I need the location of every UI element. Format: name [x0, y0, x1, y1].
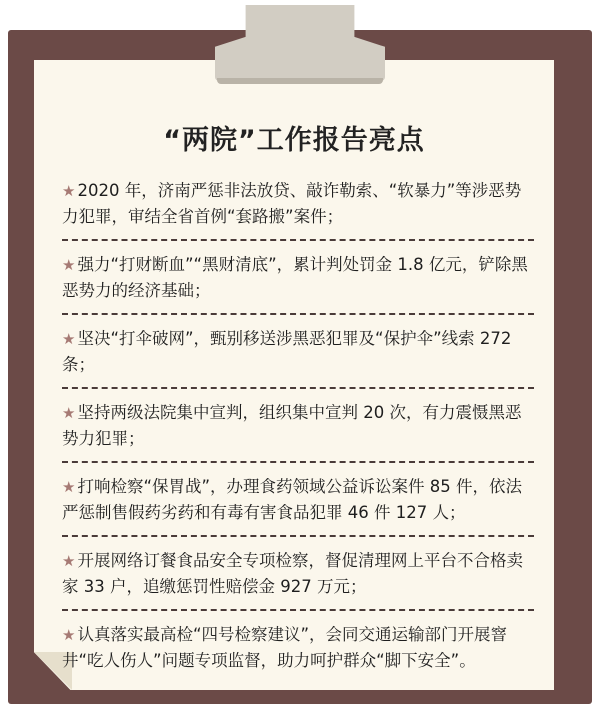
star-icon: ★ [62, 478, 76, 496]
star-icon: ★ [62, 256, 76, 274]
list-item-text: 坚决“打伞破网”，甄别移送涉黑恶犯罪及“保护伞”线索 272 条； [62, 329, 512, 374]
list-item [62, 474, 534, 537]
list-item-text: 坚持两级法院集中宣判，组织集中宣判 20 次，有力震慑黑恶势力犯罪； [62, 403, 522, 448]
list-item [62, 400, 534, 463]
list-item [62, 622, 534, 683]
list-item [62, 548, 534, 611]
list-item-text: 开展网络订餐食品安全专项检察，督促清理网上平台不合格卖家 33 户，追缴惩罚性赔偿金 927 万元； [62, 551, 523, 596]
clipboard-clip [215, 5, 385, 81]
star-icon: ★ [62, 626, 76, 644]
star-icon: ★ [62, 552, 76, 570]
star-icon: ★ [62, 404, 76, 422]
star-icon: ★ [62, 182, 76, 200]
list-item-text: 认真落实最高检“四号检察建议”，会同交通运输部门开展窨井“吃人伤人”问题专项监督，助力呵护群众“脚下安全”。 [62, 625, 508, 670]
list-item-text: 强力“打财断血”“黑财清底”，累计判处罚金 1.8 亿元，铲除黑恶势力的经济基础； [62, 255, 528, 300]
star-icon: ★ [62, 330, 76, 348]
clipboard-clip-base [217, 78, 383, 84]
page-title: “两院”工作报告亮点 [163, 125, 425, 156]
list-item-text: 2020 年，济南严惩非法放贷、敲诈勒索、“软暴力”等涉恶势力犯罪，审结全省首例“套路搬”案件； [62, 181, 522, 226]
list-item [62, 326, 534, 389]
highlights-list [62, 178, 534, 694]
list-item [62, 252, 534, 315]
list-item [62, 178, 534, 241]
list-item-text: 打响检察“保胃战”，办理食药领域公益诉讼案件 85 件，依法严惩制售假药劣药和有毒有害食品犯罪 46 件 127 人； [62, 477, 523, 522]
